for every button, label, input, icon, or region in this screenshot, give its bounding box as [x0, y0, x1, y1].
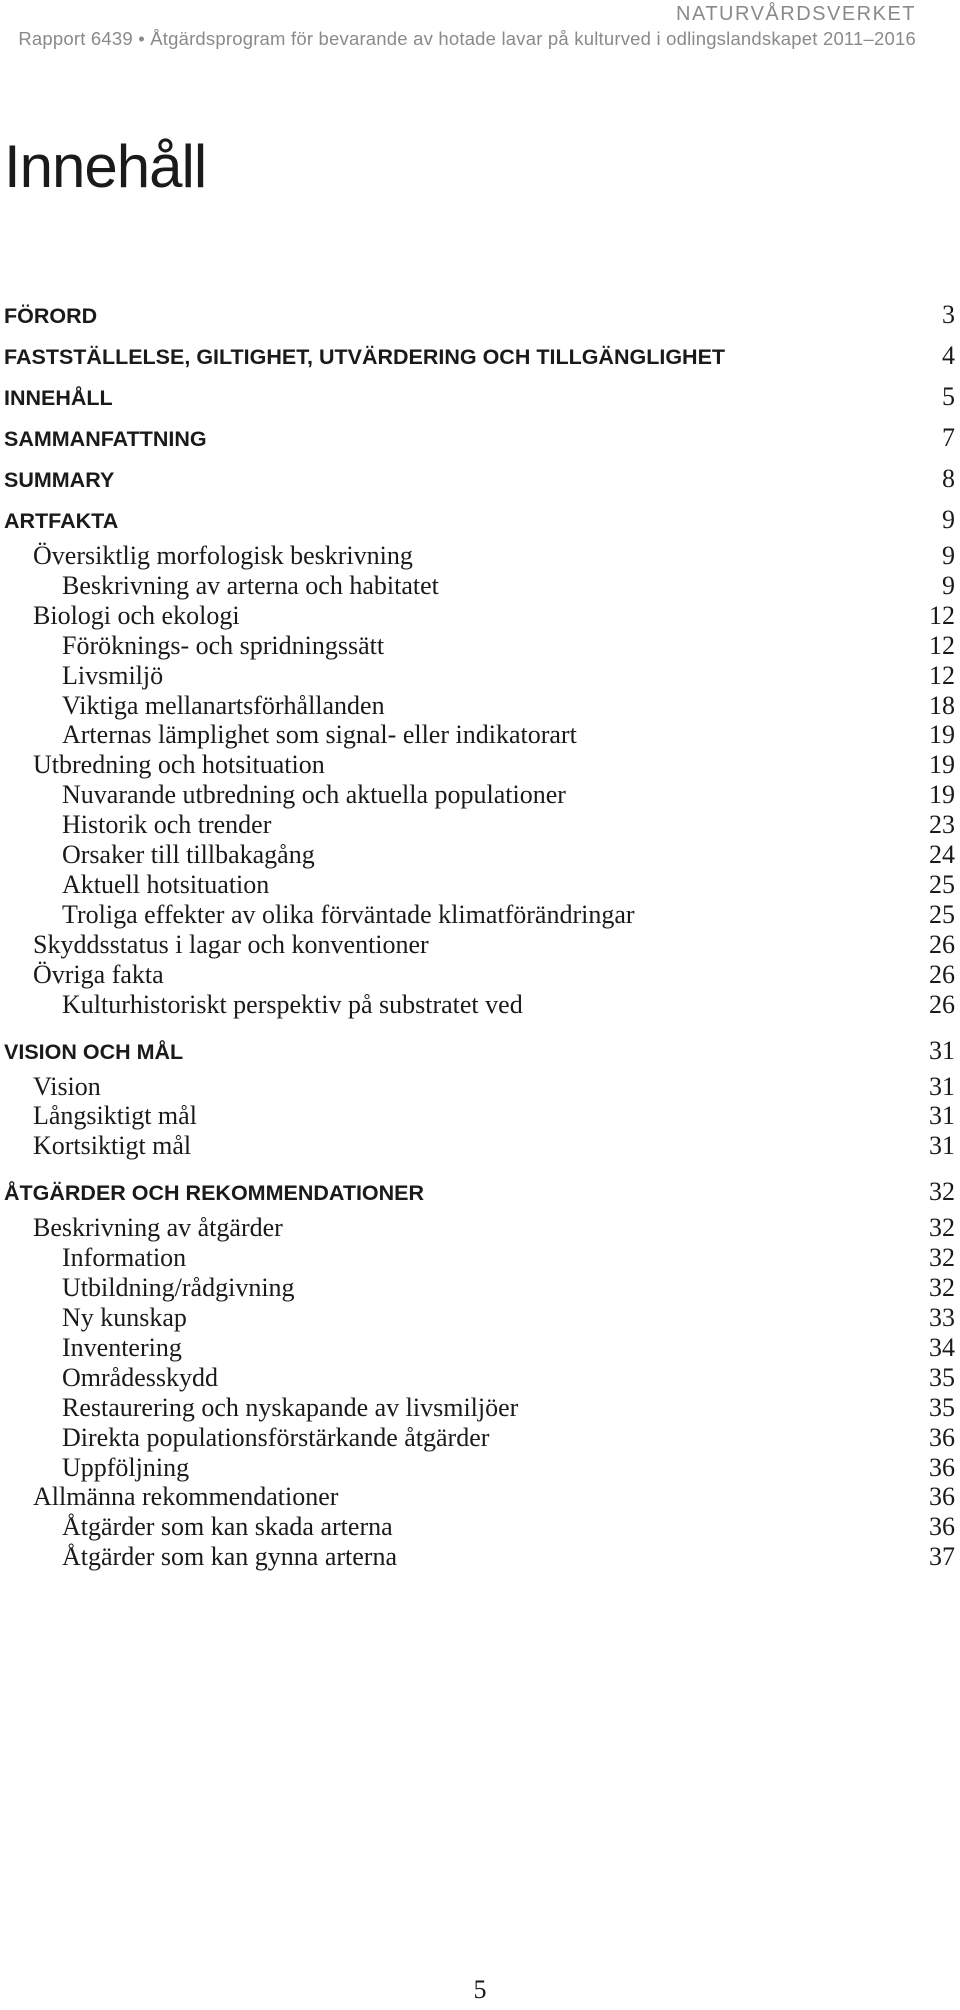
- toc-entry-page-number: 26: [929, 989, 955, 1019]
- toc-entry-page-number: 34: [929, 1332, 955, 1362]
- toc-entry[interactable]: [0, 1273, 960, 1307]
- toc-entry-label: Beskrivning av åtgärder: [33, 1213, 283, 1243]
- toc-entry-page-number: 25: [929, 899, 955, 929]
- toc-entry[interactable]: [0, 661, 960, 695]
- toc-entry[interactable]: [0, 750, 960, 784]
- toc-entry[interactable]: [0, 541, 960, 575]
- toc-entry[interactable]: [0, 1453, 960, 1487]
- toc-heading[interactable]: [0, 1177, 960, 1211]
- toc-entry-page-number: 35: [929, 1392, 955, 1422]
- toc-entry-label: Föröknings- och spridningssätt: [62, 630, 385, 660]
- toc-entry-label: Beskrivning av arterna och habitatet: [62, 570, 439, 600]
- toc-entry[interactable]: [0, 1303, 960, 1337]
- toc-entry-label: INNEHÅLL: [4, 386, 113, 410]
- toc-entry-page-number: 36: [929, 1452, 955, 1482]
- toc-entry[interactable]: [0, 1101, 960, 1135]
- toc-entry-page-number: 32: [929, 1213, 955, 1243]
- toc-entry-label: Restaurering och nyskapande av livsmiljöer: [62, 1392, 519, 1422]
- toc-entry-page-number: 9: [942, 541, 955, 570]
- toc-entry-page-number: 9: [942, 570, 955, 600]
- toc-entry-page-number: 5: [942, 382, 955, 411]
- toc-entry-page-number: 35: [929, 1362, 955, 1392]
- toc-entry[interactable]: [0, 1333, 960, 1367]
- toc-entry-label: Biologi och ekologi: [33, 600, 240, 630]
- toc-entry-label: VISION OCH MÅL: [4, 1039, 184, 1064]
- toc-entry-page-number: 26: [929, 959, 955, 989]
- toc-entry-label: Viktiga mellanartsförhållanden: [62, 690, 385, 720]
- toc-entry-label: Livsmiljö: [62, 660, 164, 690]
- toc-entry[interactable]: [0, 691, 960, 725]
- toc-entry-page-number: 23: [929, 810, 955, 840]
- toc-entry[interactable]: [0, 1512, 960, 1546]
- page-number: 5: [473, 1975, 487, 2004]
- toc-entry-page-number: 32: [929, 1243, 955, 1273]
- toc-entry[interactable]: [0, 990, 960, 1024]
- toc-heading[interactable]: [0, 1036, 960, 1070]
- toc-entry-page-number: 31: [929, 1035, 955, 1065]
- toc-entry-label: Skyddsstatus i lagar och konventioner: [33, 929, 429, 959]
- toc-entry[interactable]: [0, 601, 960, 635]
- toc-entry-label: Utbredning och hotsituation: [33, 750, 325, 780]
- toc-entry[interactable]: [0, 930, 960, 964]
- toc-entry-page-number: 19: [929, 750, 955, 780]
- toc-entry-page-number: 33: [929, 1303, 955, 1332]
- toc-entry[interactable]: [0, 1393, 960, 1427]
- toc-entry[interactable]: [0, 720, 960, 754]
- toc-entry-label: Aktuell hotsituation: [62, 869, 270, 899]
- toc-entry-label: Inventering: [62, 1332, 182, 1362]
- toc-entry-label: Nuvarande utbredning och aktuella populationer: [62, 780, 566, 810]
- toc-entry[interactable]: [0, 1363, 960, 1397]
- toc-entry-label: ÅTGÄRDER OCH REKOMMENDATIONER: [4, 1181, 425, 1206]
- toc-entry-label: Kortsiktigt mål: [33, 1131, 192, 1161]
- toc-entry-label: Orsaker till tillbakagång: [62, 840, 315, 869]
- toc-entry[interactable]: [0, 780, 960, 814]
- toc-entry-page-number: 25: [929, 869, 955, 899]
- toc-entry-label: Allmänna rekommendationer: [33, 1482, 339, 1512]
- toc-heading[interactable]: [0, 382, 960, 416]
- toc-entry-page-number: 31: [929, 1101, 955, 1131]
- toc-entry-page-number: 8: [942, 464, 955, 493]
- toc-entry[interactable]: [0, 840, 960, 874]
- toc-entry-page-number: 31: [929, 1071, 955, 1101]
- toc-entry-label: Kulturhistoriskt perspektiv på substratet ved: [62, 989, 523, 1019]
- toc-entry-page-number: 36: [929, 1422, 955, 1452]
- toc-entry-page-number: 12: [929, 630, 955, 660]
- toc-entry-page-number: 12: [929, 600, 955, 630]
- toc-entry[interactable]: [0, 870, 960, 904]
- toc-entry[interactable]: [0, 1213, 960, 1247]
- toc-heading[interactable]: [0, 464, 960, 498]
- toc-entry-label: Troliga effekter av olika förväntade klimatförändringar: [62, 899, 635, 929]
- toc-entry-label: Områdesskydd: [62, 1362, 218, 1392]
- toc-entry-page-number: 36: [929, 1482, 955, 1512]
- toc-entry-page-number: 12: [929, 660, 955, 690]
- toc-entry-label: Utbildning/rådgivning: [62, 1273, 295, 1303]
- toc-entry-label: FASTSTÄLLELSE, GILTIGHET, UTVÄRDERING OCH TILLGÄNGLIGHET: [4, 345, 726, 369]
- toc-entry[interactable]: [0, 1423, 960, 1457]
- toc-entry-page-number: 32: [929, 1273, 955, 1303]
- running-header: [18, 0, 916, 52]
- toc-entry-page-number: 18: [929, 690, 955, 720]
- toc-entry-label: FÖRORD: [4, 304, 98, 328]
- toc-entry[interactable]: [0, 810, 960, 844]
- toc-entry-label: Uppföljning: [62, 1452, 190, 1482]
- toc-heading[interactable]: [0, 341, 960, 375]
- toc-entry-label: ARTFAKTA: [4, 509, 119, 533]
- toc-entry-page-number: 36: [929, 1512, 955, 1542]
- toc-entry-label: Åtgärder som kan skada arterna: [62, 1512, 393, 1542]
- toc-entry-label: Långsiktigt mål: [33, 1101, 197, 1131]
- toc-entry[interactable]: [0, 900, 960, 934]
- toc-heading[interactable]: [0, 505, 960, 539]
- toc-entry-label: Åtgärder som kan gynna arterna: [62, 1542, 397, 1572]
- toc-entry-page-number: 4: [942, 341, 955, 370]
- toc-entry-label: Arternas lämplighet som signal- eller indikatorart: [62, 720, 577, 750]
- toc-entry-page-number: 32: [929, 1177, 955, 1207]
- toc-entry-label: Historik och trender: [62, 810, 272, 840]
- toc-entry[interactable]: [0, 1131, 960, 1165]
- toc-entry-page-number: 7: [942, 423, 955, 452]
- toc-entry[interactable]: [0, 960, 960, 994]
- toc-entry-label: Övriga fakta: [33, 959, 164, 989]
- toc-entry[interactable]: [0, 571, 960, 605]
- toc-entry[interactable]: [0, 1482, 960, 1516]
- toc-heading[interactable]: [0, 300, 960, 334]
- report-title: Rapport 6439 • Åtgärdsprogram för bevarande av hotade lavar på kulturved i odlingslandskapet 2011–2016: [18, 28, 916, 49]
- toc-entry-label: Översiktlig morfologisk beskrivning: [33, 541, 413, 570]
- toc-entry-label: Ny kunskap: [62, 1303, 187, 1332]
- toc-entry-label: SAMMANFATTNING: [4, 427, 207, 451]
- toc-entry-page-number: 37: [929, 1542, 955, 1572]
- toc-heading[interactable]: [0, 423, 960, 457]
- toc-entry[interactable]: [0, 1072, 960, 1106]
- toc-entry-page-number: 3: [942, 300, 955, 329]
- toc-entry-page-number: 24: [929, 840, 955, 869]
- toc-entry-page-number: 9: [942, 505, 955, 534]
- toc-entry-label: Vision: [33, 1071, 101, 1101]
- toc-entry[interactable]: [0, 1542, 960, 1576]
- toc-entry-label: Direkta populationsförstärkande åtgärder: [62, 1422, 490, 1452]
- toc-entry-label: Information: [62, 1243, 187, 1273]
- toc-entry-label: SUMMARY: [4, 468, 115, 492]
- toc-entry-page-number: 26: [929, 929, 955, 959]
- toc-entry[interactable]: [0, 631, 960, 665]
- toc-entry-page-number: 19: [929, 780, 955, 810]
- page-title: Innehåll: [4, 133, 207, 200]
- toc-entry-page-number: 31: [929, 1131, 955, 1161]
- toc-entry-page-number: 19: [929, 720, 955, 750]
- publisher-name: NATURVÅRDSVERKET: [676, 3, 916, 25]
- toc-entry[interactable]: [0, 1243, 960, 1277]
